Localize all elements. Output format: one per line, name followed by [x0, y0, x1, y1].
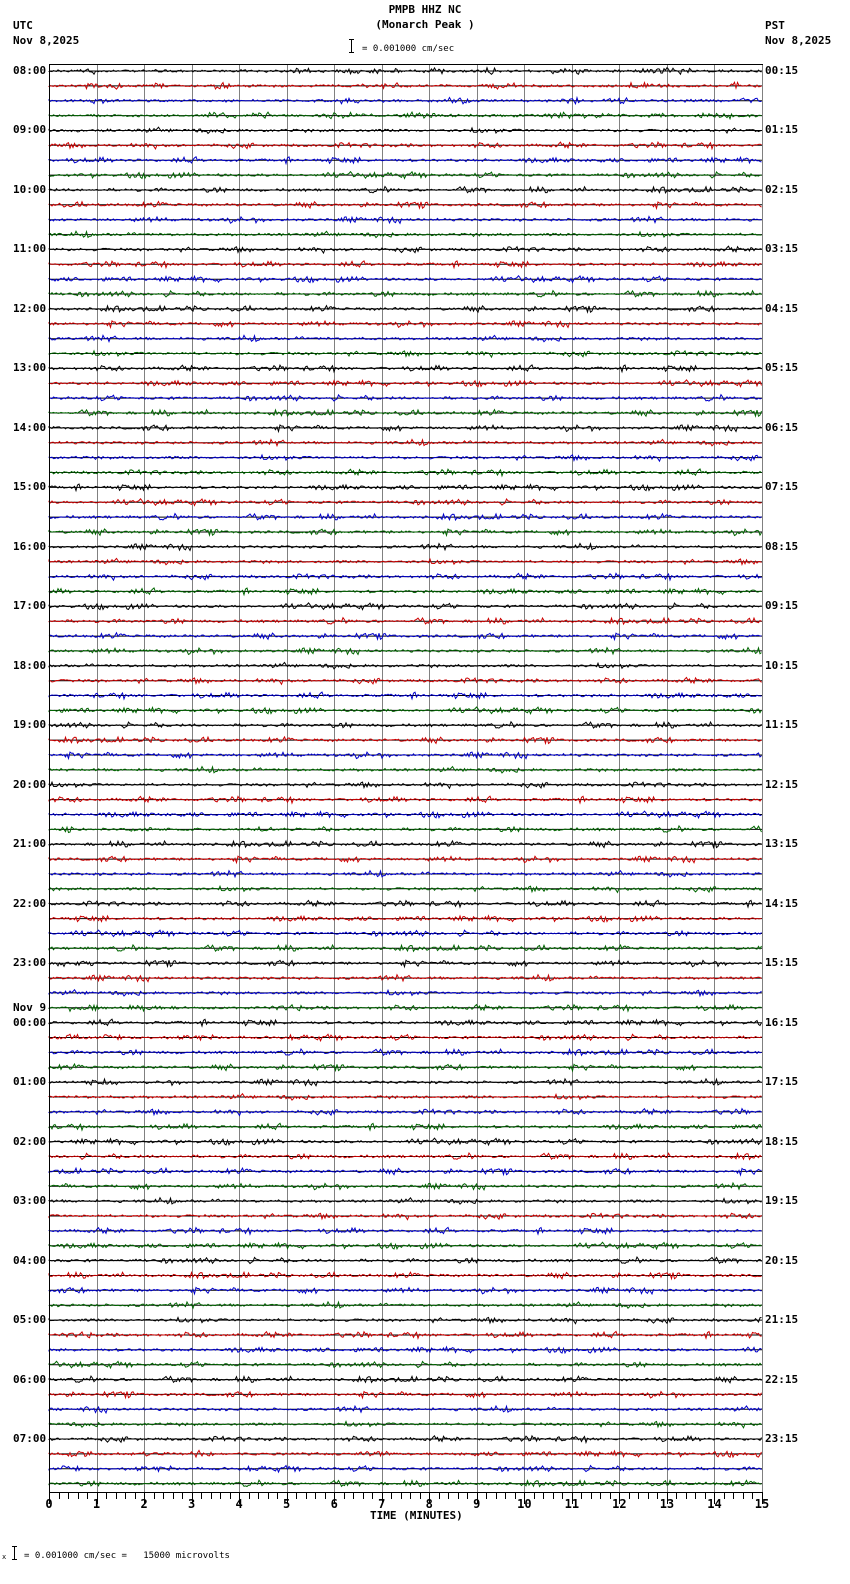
pst-hour-label: 10:15 [765, 658, 799, 672]
pst-hour-label: 22:15 [765, 1372, 799, 1386]
utc-hour-label: 10:00 [13, 182, 47, 196]
left-date: Nov 8,2025 [13, 34, 80, 47]
utc-hour-label: 12:00 [13, 301, 47, 315]
header-scale-label: = 0.001000 cm/sec [362, 44, 455, 54]
x-tick-label: 0 [45, 1497, 53, 1511]
utc-hour-label: 14:00 [13, 420, 47, 434]
x-tick-label: 14 [707, 1497, 722, 1511]
footer-scale-label: = 0.001000 cm/sec = 15000 microvolts [24, 1551, 230, 1561]
x-tick-label: 15 [754, 1497, 770, 1511]
utc-hour-label: 17:00 [13, 599, 47, 613]
right-date: Nov 8,2025 [765, 34, 832, 47]
utc-hour-label: 02:00 [13, 1134, 47, 1148]
pst-hour-label: 12:15 [765, 777, 799, 791]
date-change-label: Nov 9 [13, 1000, 47, 1014]
seismic-traces [49, 68, 762, 1487]
station-title: PMPB HHZ NC [388, 3, 462, 16]
x-tick-label: 12 [612, 1497, 627, 1511]
utc-hour-label: 23:00 [13, 956, 47, 970]
footer-marker: x [2, 1553, 7, 1561]
pst-hour-label: 21:15 [765, 1313, 799, 1327]
time-axis [49, 1492, 763, 1504]
utc-hour-label: 00:00 [13, 1015, 47, 1029]
pst-hour-label: 03:15 [765, 242, 799, 256]
left-timezone: UTC [13, 19, 33, 32]
footer-scale-bar-icon [14, 1546, 15, 1560]
utc-hour-label: 01:00 [13, 1075, 47, 1089]
x-tick-label: 7 [378, 1497, 386, 1511]
right-timezone: PST [765, 19, 785, 32]
x-tick-label: 6 [330, 1497, 338, 1511]
utc-hour-label: 20:00 [13, 777, 47, 791]
x-axis-title: TIME (MINUTES) [370, 1509, 463, 1522]
pst-hour-label: 19:15 [765, 1194, 799, 1208]
x-tick-label: 13 [659, 1497, 675, 1511]
x-tick-label: 8 [425, 1497, 433, 1511]
pst-hour-label: 23:15 [765, 1432, 799, 1446]
utc-hour-label: 19:00 [13, 718, 47, 732]
pst-hour-label: 20:15 [765, 1253, 799, 1267]
pst-hour-label: 14:15 [765, 896, 799, 910]
pst-hour-label: 15:15 [765, 956, 799, 970]
pst-hour-label: 13:15 [765, 837, 799, 851]
pst-hour-label: 09:15 [765, 599, 799, 613]
x-tick-label: 3 [187, 1497, 196, 1511]
x-tick-label: 9 [473, 1497, 481, 1511]
footer-scale-bar-cap-top [12, 1546, 17, 1547]
utc-hour-label: 06:00 [13, 1372, 47, 1386]
pst-hour-label: 01:15 [765, 123, 799, 137]
utc-hour-label: 21:00 [13, 837, 47, 851]
utc-hour-label: 05:00 [13, 1313, 47, 1327]
x-tick-label: 5 [283, 1497, 291, 1511]
x-tick-label: 2 [140, 1497, 148, 1511]
utc-hour-label: 16:00 [13, 539, 47, 553]
pst-hour-label: 16:15 [765, 1015, 799, 1029]
x-tick-label: 1 [92, 1497, 101, 1511]
utc-hour-label: 15:00 [13, 480, 47, 494]
pst-hour-label: 11:15 [765, 718, 799, 732]
pst-hour-label: 07:15 [765, 480, 799, 494]
x-tick-label: 4 [235, 1497, 243, 1511]
pst-hour-label: 05:15 [765, 361, 799, 375]
station-location: (Monarch Peak ) [375, 18, 475, 31]
pst-hour-label: 08:15 [765, 539, 799, 553]
x-tick-label: 11 [564, 1497, 580, 1511]
pst-hour-label: 00:15 [765, 64, 799, 77]
pst-hour-label: 02:15 [765, 182, 799, 196]
pst-hour-label: 06:15 [765, 420, 799, 434]
utc-hour-label: 07:00 [13, 1432, 47, 1446]
utc-hour-label: 18:00 [13, 658, 47, 672]
utc-hour-label: 09:00 [13, 123, 47, 137]
utc-hour-label: 22:00 [13, 896, 47, 910]
utc-hour-label: 11:00 [13, 242, 47, 256]
utc-hour-label: 04:00 [13, 1253, 47, 1267]
pst-hour-label: 04:15 [765, 301, 799, 315]
pst-hour-label: 17:15 [765, 1075, 799, 1089]
utc-hour-label: 08:00 [13, 64, 47, 77]
utc-hour-label: 03:00 [13, 1194, 47, 1208]
utc-hour-label: 13:00 [13, 361, 47, 375]
x-tick-label: 10 [517, 1497, 532, 1511]
footer-scale-bar-cap-bottom [12, 1559, 17, 1560]
pst-hour-label: 18:15 [765, 1134, 799, 1148]
